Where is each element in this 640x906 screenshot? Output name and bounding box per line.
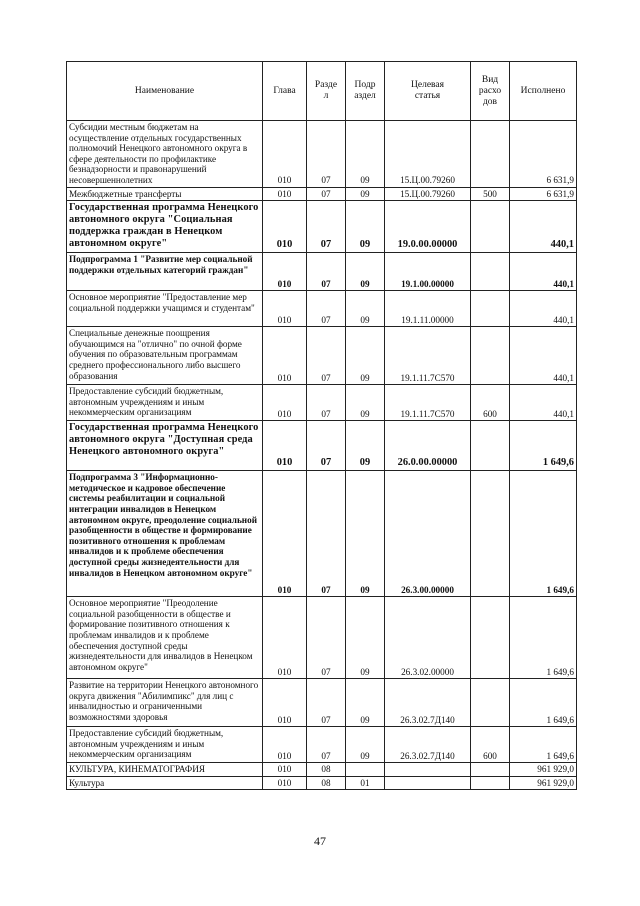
row-podrazdel-cell: 09 bbox=[346, 385, 385, 421]
row-celevaya-cell: 19.1.11.7С570 bbox=[385, 327, 471, 385]
row-razdel-cell: 07 bbox=[307, 291, 346, 327]
header-podrazdel: Подр аздел bbox=[346, 62, 385, 121]
row-razdel-cell: 07 bbox=[307, 253, 346, 291]
header-vid: Вид расхо дов bbox=[471, 62, 510, 121]
page-number: 47 bbox=[314, 834, 326, 848]
row-glava-cell: 010 bbox=[263, 679, 307, 727]
row-name-cell: Подпрограмма 3 "Информационно-методическое и кадровое обеспечение системы реабилитации и социальной интеграции инвалидов в Ненецком автономном округе, преодоление социальной разобщенности в обществе и формирование позитивного отношения к проблемам инвалидов и к проблеме обеспечения доступной среды жизнедеятельности для инвалидов в Ненецком автономном округе" bbox=[67, 471, 263, 597]
row-vid-cell bbox=[471, 597, 510, 679]
row-vid-cell bbox=[471, 776, 510, 790]
row-celevaya-cell: 19.1.11.7С570 bbox=[385, 385, 471, 421]
row-razdel-cell: 07 bbox=[307, 471, 346, 597]
row-name-cell: Предоставление субсидий бюджетным, автономным учреждениям и иным некоммерческим организациям bbox=[67, 385, 263, 421]
row-celevaya-cell: 15.Ц.00.79260 bbox=[385, 187, 471, 201]
row-ispolneno-cell: 961 929,0 bbox=[510, 776, 577, 790]
row-glava-cell: 010 bbox=[263, 727, 307, 763]
row-celevaya-cell bbox=[385, 763, 471, 777]
header-razdel: Разде л bbox=[307, 62, 346, 121]
table-row bbox=[67, 679, 577, 727]
header-ispolneno: Исполнено bbox=[510, 62, 577, 121]
table-row bbox=[67, 385, 577, 421]
row-ispolneno-cell: 440,1 bbox=[510, 327, 577, 385]
row-celevaya-cell bbox=[385, 776, 471, 790]
row-vid-cell: 500 bbox=[471, 187, 510, 201]
table-row bbox=[67, 776, 577, 790]
row-podrazdel-cell: 09 bbox=[346, 253, 385, 291]
row-podrazdel-cell bbox=[346, 763, 385, 777]
row-name-cell: КУЛЬТУРА, КИНЕМАТОГРАФИЯ bbox=[67, 763, 263, 777]
row-ispolneno-cell: 6 631,9 bbox=[510, 187, 577, 201]
row-glava-cell: 010 bbox=[263, 597, 307, 679]
row-glava-cell: 010 bbox=[263, 187, 307, 201]
row-celevaya-cell: 19.1.11.00000 bbox=[385, 291, 471, 327]
row-razdel-cell: 08 bbox=[307, 776, 346, 790]
table-row bbox=[67, 421, 577, 471]
row-vid-cell: 600 bbox=[471, 727, 510, 763]
table-row bbox=[67, 597, 577, 679]
row-vid-cell bbox=[471, 201, 510, 253]
row-ispolneno-cell: 6 631,9 bbox=[510, 121, 577, 188]
table-row bbox=[67, 121, 577, 188]
row-glava-cell: 010 bbox=[263, 253, 307, 291]
row-glava-cell: 010 bbox=[263, 763, 307, 777]
table-row bbox=[67, 727, 577, 763]
row-razdel-cell: 07 bbox=[307, 121, 346, 188]
header-celevaya: Целевая статья bbox=[385, 62, 471, 121]
row-podrazdel-cell: 09 bbox=[346, 421, 385, 471]
row-podrazdel-cell: 09 bbox=[346, 327, 385, 385]
row-ispolneno-cell: 1 649,6 bbox=[510, 471, 577, 597]
row-vid-cell bbox=[471, 253, 510, 291]
header-glava: Глава bbox=[263, 62, 307, 121]
table-row bbox=[67, 201, 577, 253]
table-row bbox=[67, 187, 577, 201]
row-ispolneno-cell: 440,1 bbox=[510, 201, 577, 253]
row-celevaya-cell: 19.1.00.00000 bbox=[385, 253, 471, 291]
row-vid-cell: 600 bbox=[471, 385, 510, 421]
row-name-cell: Культура bbox=[67, 776, 263, 790]
row-name-cell: Подпрограмма 1 "Развитие мер социальной поддержки отдельных категорий граждан" bbox=[67, 253, 263, 291]
row-glava-cell: 010 bbox=[263, 327, 307, 385]
row-name-cell: Специальные денежные поощрения обучающимся на "отлично" по очной форме обучения по образовательным программам среднего профессионального либо высшего образования bbox=[67, 327, 263, 385]
row-ispolneno-cell: 1 649,6 bbox=[510, 679, 577, 727]
row-podrazdel-cell: 09 bbox=[346, 187, 385, 201]
row-glava-cell: 010 bbox=[263, 291, 307, 327]
row-celevaya-cell: 26.0.00.00000 bbox=[385, 421, 471, 471]
row-vid-cell bbox=[471, 327, 510, 385]
row-vid-cell bbox=[471, 679, 510, 727]
row-name-cell: Развитие на территории Ненецкого автономного округа движения "Абилимпикс" для лиц с инвалидностью и ограниченными возможностями здоровья bbox=[67, 679, 263, 727]
row-celevaya-cell: 15.Ц.00.79260 bbox=[385, 121, 471, 188]
row-name-cell: Субсидии местным бюджетам на осуществление отдельных государственных полномочий Ненецкого автономного округа в сфере деятельности по профилактике безнадзорности и правонарушений несовершеннолетних bbox=[67, 121, 263, 188]
table-row bbox=[67, 471, 577, 597]
row-vid-cell bbox=[471, 763, 510, 777]
table-header-row bbox=[67, 62, 577, 121]
row-glava-cell: 010 bbox=[263, 201, 307, 253]
row-podrazdel-cell: 09 bbox=[346, 679, 385, 727]
row-ispolneno-cell: 1 649,6 bbox=[510, 421, 577, 471]
row-vid-cell bbox=[471, 421, 510, 471]
row-celevaya-cell: 26.3.02.00000 bbox=[385, 597, 471, 679]
table-row bbox=[67, 327, 577, 385]
row-podrazdel-cell: 09 bbox=[346, 201, 385, 253]
row-glava-cell: 010 bbox=[263, 385, 307, 421]
row-ispolneno-cell: 440,1 bbox=[510, 291, 577, 327]
row-razdel-cell: 07 bbox=[307, 421, 346, 471]
row-ispolneno-cell: 440,1 bbox=[510, 253, 577, 291]
row-ispolneno-cell: 440,1 bbox=[510, 385, 577, 421]
header-name: Наименование bbox=[67, 62, 263, 121]
row-podrazdel-cell: 01 bbox=[346, 776, 385, 790]
row-razdel-cell: 07 bbox=[307, 201, 346, 253]
table-row bbox=[67, 291, 577, 327]
row-razdel-cell: 07 bbox=[307, 187, 346, 201]
row-podrazdel-cell: 09 bbox=[346, 121, 385, 188]
row-glava-cell: 010 bbox=[263, 776, 307, 790]
row-vid-cell bbox=[471, 121, 510, 188]
row-glava-cell: 010 bbox=[263, 471, 307, 597]
row-razdel-cell: 07 bbox=[307, 385, 346, 421]
row-name-cell: Государственная программа Ненецкого автономного округа "Доступная среда Ненецкого автономного округа" bbox=[67, 421, 263, 471]
row-razdel-cell: 07 bbox=[307, 679, 346, 727]
row-razdel-cell: 07 bbox=[307, 727, 346, 763]
row-podrazdel-cell: 09 bbox=[346, 291, 385, 327]
row-glava-cell: 010 bbox=[263, 421, 307, 471]
budget-table bbox=[66, 61, 577, 790]
row-celevaya-cell: 26.3.02.7Д140 bbox=[385, 679, 471, 727]
row-glava-cell: 010 bbox=[263, 121, 307, 188]
table-row bbox=[67, 763, 577, 777]
row-podrazdel-cell: 09 bbox=[346, 597, 385, 679]
row-ispolneno-cell: 1 649,6 bbox=[510, 727, 577, 763]
row-razdel-cell: 07 bbox=[307, 597, 346, 679]
row-celevaya-cell: 26.3.02.7Д140 bbox=[385, 727, 471, 763]
row-name-cell: Основное мероприятие "Предоставление мер социальной поддержки учащимся и студентам" bbox=[67, 291, 263, 327]
row-razdel-cell: 07 bbox=[307, 327, 346, 385]
row-ispolneno-cell: 961 929,0 bbox=[510, 763, 577, 777]
row-podrazdel-cell: 09 bbox=[346, 471, 385, 597]
row-podrazdel-cell: 09 bbox=[346, 727, 385, 763]
row-vid-cell bbox=[471, 471, 510, 597]
row-vid-cell bbox=[471, 291, 510, 327]
row-celevaya-cell: 19.0.00.00000 bbox=[385, 201, 471, 253]
row-celevaya-cell: 26.3.00.00000 bbox=[385, 471, 471, 597]
table-row bbox=[67, 253, 577, 291]
row-name-cell: Основное мероприятие "Преодоление социальной разобщенности в обществе и формирование позитивного отношения к проблемам инвалидов и к проблеме обеспечения доступной среды жизнедеятельности для инвалидов в Ненецком автономном округе" bbox=[67, 597, 263, 679]
row-name-cell: Предоставление субсидий бюджетным, автономным учреждениям и иным некоммерческим организациям bbox=[67, 727, 263, 763]
row-name-cell: Государственная программа Ненецкого автономного округа "Социальная поддержка граждан в Ненецком автономном округе" bbox=[67, 201, 263, 253]
row-razdel-cell: 08 bbox=[307, 763, 346, 777]
row-ispolneno-cell: 1 649,6 bbox=[510, 597, 577, 679]
row-name-cell: Межбюджетные трансферты bbox=[67, 187, 263, 201]
